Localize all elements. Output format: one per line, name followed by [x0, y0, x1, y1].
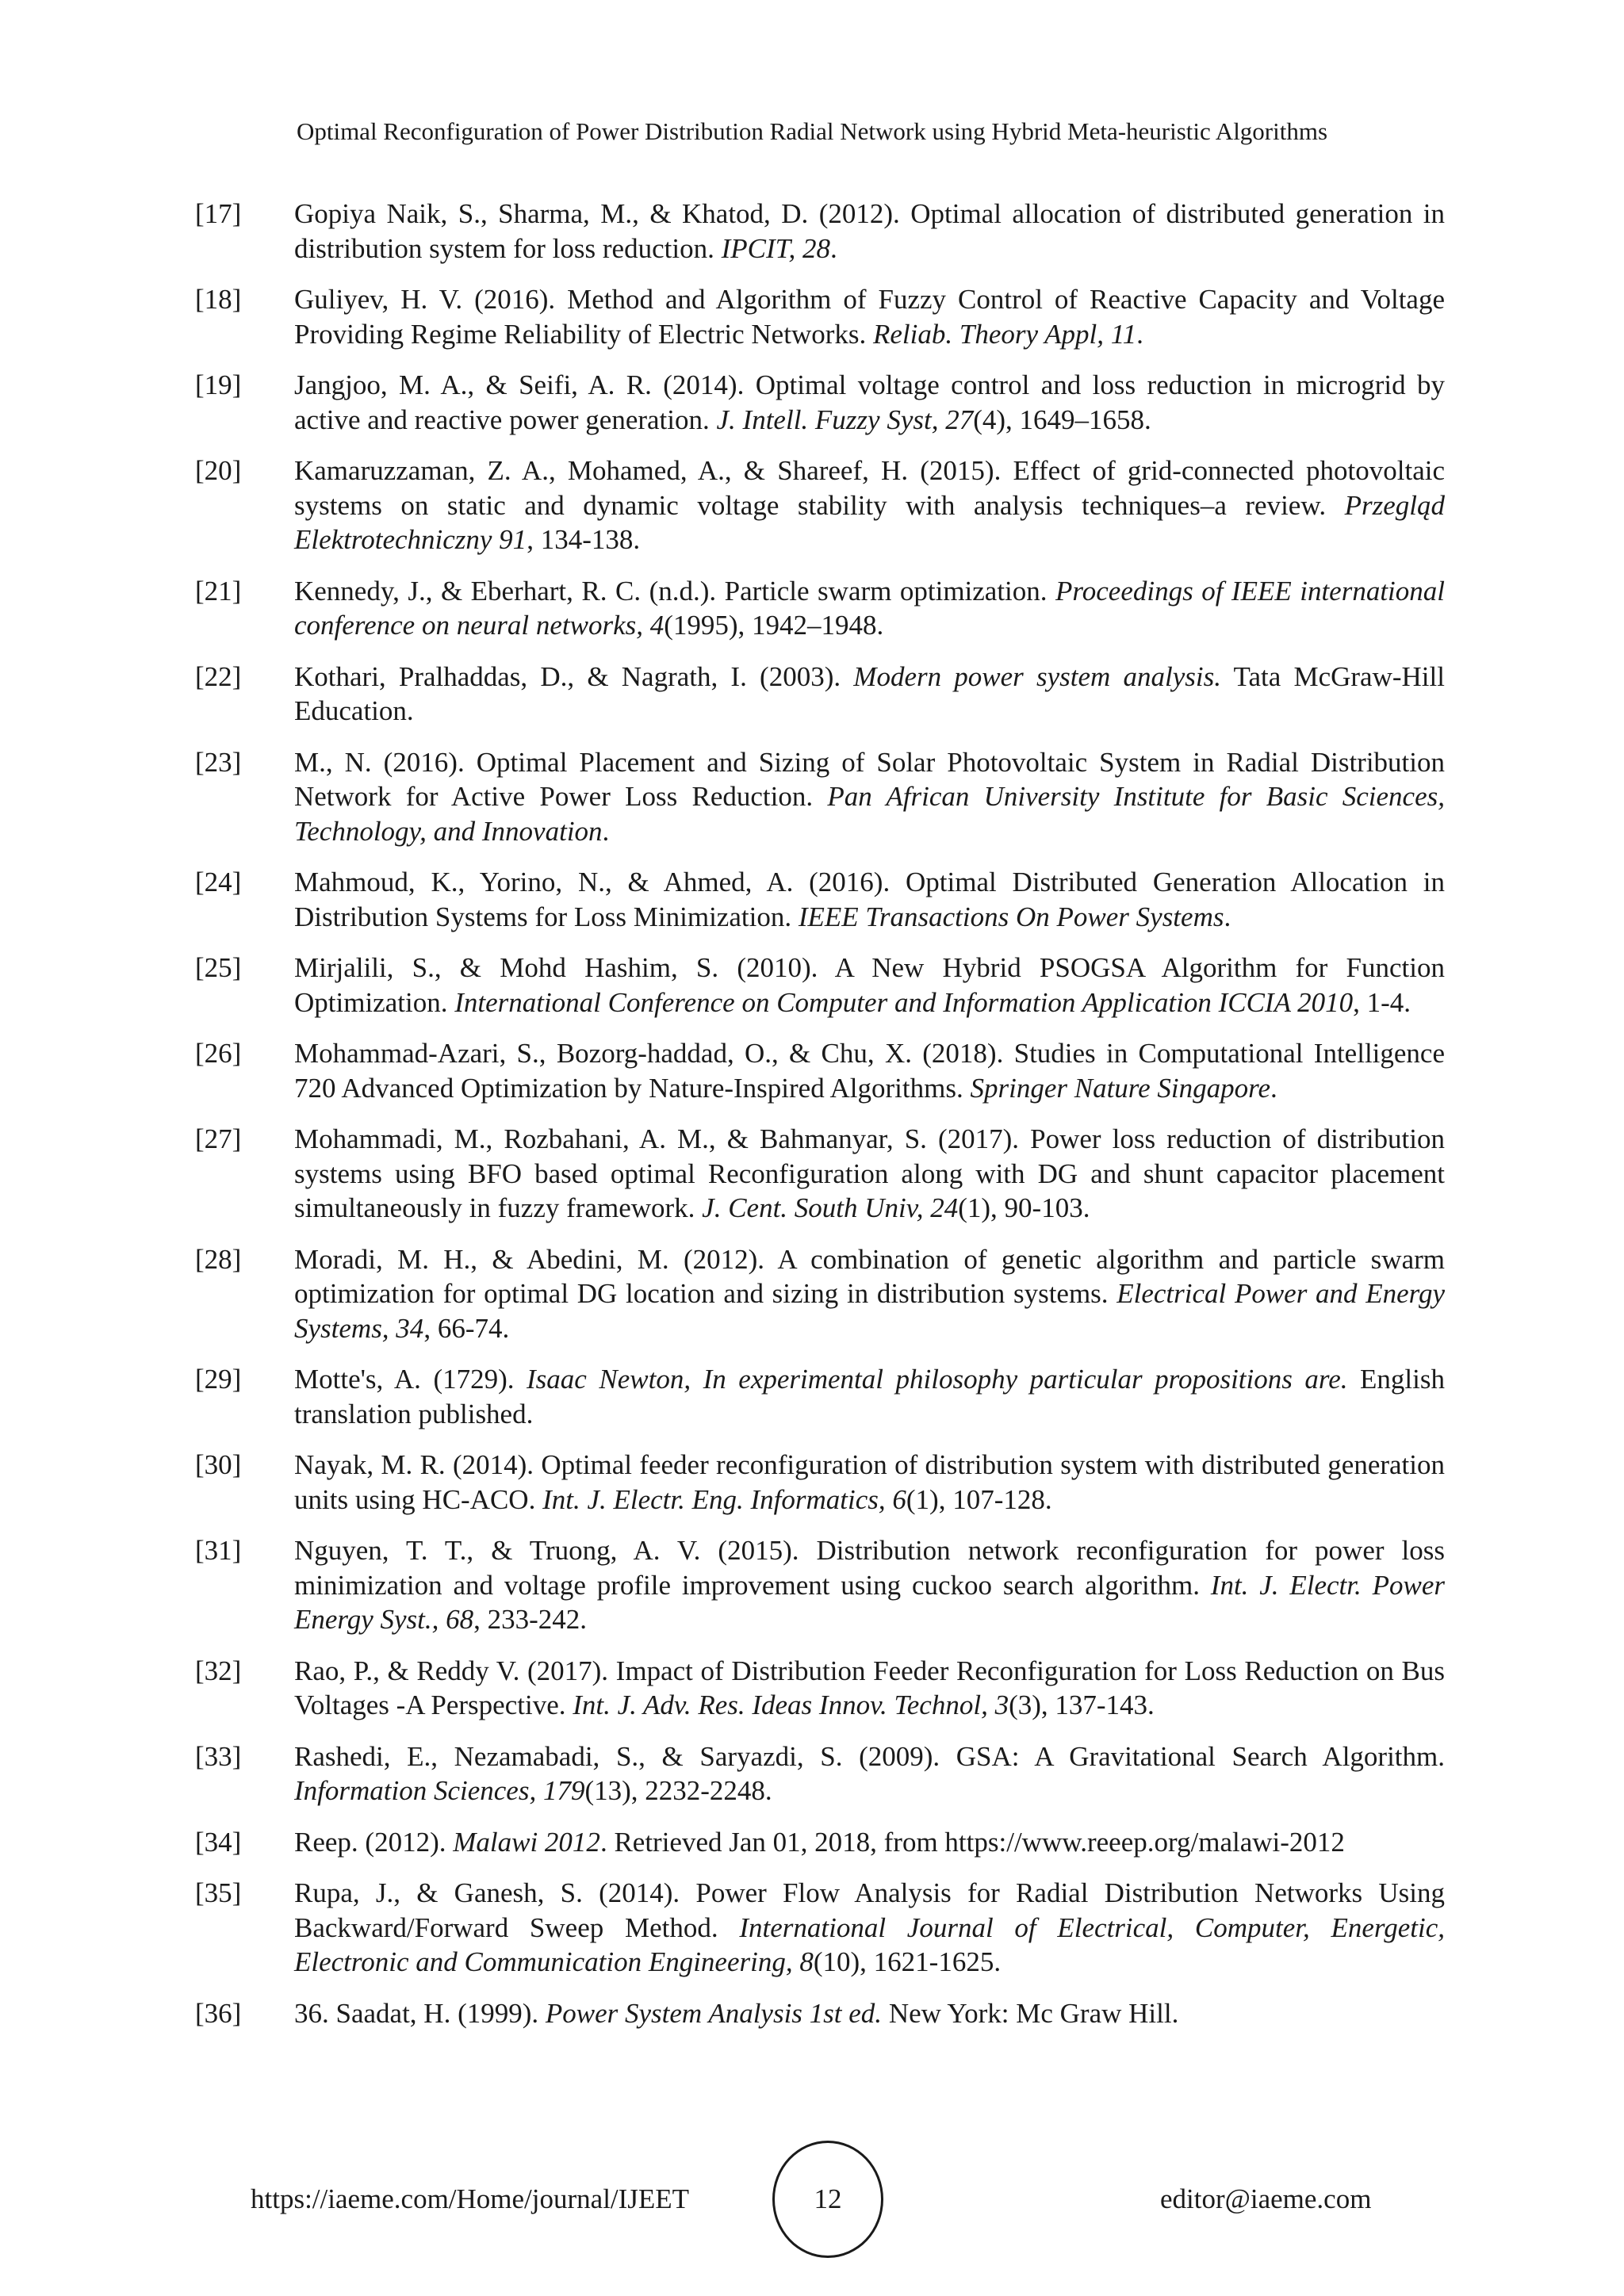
reference-text-segment: Nayak, M. R. (2014). Optimal feeder reconfiguration of distribution system with distributed generation units using HC-ACO. [294, 1449, 1445, 1515]
reference-number: [27] [195, 1123, 242, 1154]
reference-text-segment: Rashedi, E., Nezamabadi, S., & Saryazdi, S. (2009). GSA: A Gravitational Search Algorithm. [294, 1740, 1445, 1772]
reference-text-segment: . Retrieved Jan 01, 2018, from https://www.reeep.org/malawi-2012 [599, 1826, 1345, 1858]
reference-number: [20] [195, 455, 242, 486]
reference-text-segment: Mahmoud, K., Yorino, N., & Ahmed, A. (2016). Optimal Distributed Generation Allocation in Distribution Systems for Loss Minimization. [294, 867, 1445, 932]
reference-text-segment: , 1-4. [1353, 986, 1411, 1018]
reference-text-segment: , 134-138. [527, 524, 641, 555]
reference-number: [32] [195, 1655, 242, 1686]
reference-text [294, 1739, 1445, 1808]
reference-text [294, 745, 1445, 849]
reference-source-italic: Int. J. Adv. Res. Ideas Innov. Technol, 3 [573, 1689, 1009, 1720]
reference-source-italic: Malawi 2012 [453, 1826, 600, 1858]
reference-source-italic: Springer Nature Singapore [970, 1072, 1270, 1104]
reference-text [294, 1122, 1445, 1226]
reference-item [195, 1122, 1445, 1226]
reference-source-italic: J. Cent. South Univ, 24 [702, 1192, 959, 1223]
reference-item [195, 282, 1445, 351]
reference-text-segment: Kennedy, J., & Eberhart, R. C. (n.d.). Particle swarm optimization. [294, 575, 1056, 607]
reference-number: [17] [195, 198, 242, 229]
reference-text [294, 865, 1445, 934]
reference-item [195, 951, 1445, 1020]
reference-number: [25] [195, 952, 242, 983]
reference-item [195, 453, 1445, 557]
reference-source-italic: Int. J. Electr. Eng. Informatics, 6 [542, 1483, 906, 1515]
reference-text-segment: New York: Mc Graw Hill. [882, 1997, 1179, 2029]
reference-list [195, 197, 1445, 2047]
reference-text [294, 1362, 1445, 1431]
reference-source-italic: Information Sciences, 179 [294, 1775, 585, 1806]
reference-text-segment: 36. Saadat, H. (1999). [294, 1997, 546, 2029]
reference-item [195, 1654, 1445, 1723]
reference-text [294, 282, 1445, 351]
reference-text [294, 1036, 1445, 1105]
reference-number: [30] [195, 1449, 242, 1480]
reference-source-italic: Electrical Power and Energy Systems, 34 [294, 1278, 1445, 1344]
reference-text-segment: Moradi, M. H., & Abedini, M. (2012). A combination of genetic algorithm and particle swarm optimization for optimal DG location and sizing in distribution systems. [294, 1243, 1445, 1309]
reference-number: [26] [195, 1038, 242, 1069]
reference-item [195, 745, 1445, 849]
reference-text [294, 1448, 1445, 1517]
reference-text [294, 1533, 1445, 1637]
reference-text-segment: Guliyev, H. V. (2016). Method and Algorithm of Fuzzy Control of Reactive Capacity and Voltage Providing Regime Reliability of Electric Networks. [294, 284, 1445, 350]
reference-text-segment: Kamaruzzaman, Z. A., Mohamed, A., & Shareef, H. (2015). Effect of grid-connected photovoltaic systems on static and dynamic voltage stability with analysis techniques–a review. [294, 455, 1445, 521]
reference-text-segment: , 233-242. [473, 1604, 588, 1635]
reference-source-italic: Modern power system analysis. [853, 660, 1221, 692]
reference-text-segment: Rao, P., & Reddy V. (2017). Impact of Distribution Feeder Reconfiguration for Loss Reduction on Bus Voltages -A Perspective. [294, 1655, 1445, 1720]
reference-item [195, 865, 1445, 934]
reference-number: [28] [195, 1243, 242, 1275]
reference-source-italic: Pan African University Institute for Basic Sciences, Technology, and Innovation [294, 781, 1445, 847]
reference-source-italic: Proceedings of IEEE international conference on neural networks, 4 [294, 575, 1445, 641]
reference-source-italic: IPCIT, 28 [721, 232, 830, 264]
reference-item [195, 1362, 1445, 1431]
reference-text-segment: English translation published. [294, 1364, 1445, 1429]
reference-source-italic: International Conference on Computer and Information Application ICCIA 2010 [454, 986, 1354, 1018]
reference-text-segment: , 66-74. [423, 1312, 510, 1344]
reference-item [195, 1876, 1445, 1980]
reference-text [294, 453, 1445, 557]
page-footer [0, 2141, 1624, 2260]
reference-item [195, 574, 1445, 643]
reference-text-segment: Mohammadi, M., Rozbahani, A. M., & Bahmanyar, S. (2017). Power loss reduction of distribution systems using BFO based optimal Reconfiguration along with DG and shunt capacitor placement simultaneously in fuzzy framework. [294, 1123, 1445, 1223]
footer-email[interactable]: editor@iaeme.com [1160, 2183, 1372, 2214]
reference-text-segment: (4), 1649–1658. [973, 404, 1151, 435]
reference-source-italic: International Journal of Electrical, Computer, Energetic, Electronic and Communication Engineering, 8 [294, 1911, 1445, 1977]
reference-number: [21] [195, 575, 242, 607]
running-title: Optimal Reconfiguration of Power Distribution Radial Network using Hybrid Meta-heuristic Algorithms [296, 117, 1328, 145]
reference-source-italic: Int. J. Electr. Power Energy Syst., 68 [294, 1569, 1445, 1635]
reference-number: [22] [195, 660, 242, 692]
reference-number: [23] [195, 746, 242, 778]
reference-text-segment: (13), 2232-2248. [584, 1775, 772, 1806]
reference-source-italic: Reliab. Theory Appl, 11 [873, 318, 1137, 350]
reference-source-italic: Przegląd Elektrotechniczny 91 [294, 489, 1445, 555]
reference-text-segment: (3), 137-143. [1009, 1689, 1155, 1720]
reference-text-segment: Nguyen, T. T., & Truong, A. V. (2015). Distribution network reconfiguration for power loss minimization and voltage profile improvement using cuckoo search algorithm. [294, 1535, 1445, 1601]
reference-item [195, 1036, 1445, 1105]
reference-text [294, 1654, 1445, 1723]
reference-text-segment: (1995), 1942–1948. [664, 610, 884, 641]
reference-number: [18] [195, 284, 242, 315]
reference-number: [19] [195, 369, 242, 400]
reference-text-segment: Jangjoo, M. A., & Seifi, A. R. (2014). Optimal voltage control and loss reduction in microgrid by active and reactive power generation. [294, 369, 1445, 435]
reference-item [195, 660, 1445, 729]
reference-item [195, 1739, 1445, 1808]
reference-text [294, 951, 1445, 1020]
reference-number: [29] [195, 1364, 242, 1395]
reference-text [294, 1242, 1445, 1346]
reference-text [294, 368, 1445, 437]
reference-text [294, 1996, 1445, 2031]
reference-source-italic: Isaac Newton, In experimental philosophy particular propositions are. [527, 1364, 1348, 1395]
reference-source-italic: J. Intell. Fuzzy Syst, 27 [716, 404, 974, 435]
reference-item [195, 1533, 1445, 1637]
reference-text-segment: Gopiya Naik, S., Sharma, M., & Khatod, D. (2012). Optimal allocation of distributed generation in distribution system for loss reduction. [294, 198, 1445, 264]
reference-text [294, 197, 1445, 266]
reference-text-segment: (10), 1621-1625. [813, 1946, 1002, 1977]
reference-number: [36] [195, 1997, 242, 2029]
reference-text-segment: (1), 90-103. [958, 1192, 1090, 1223]
reference-item [195, 1448, 1445, 1517]
reference-item [195, 1242, 1445, 1346]
reference-number: [24] [195, 867, 242, 897]
reference-source-italic: Power System Analysis 1st ed. [545, 1997, 883, 2029]
reference-text-segment: Mirjalili, S., & Mohd Hashim, S. (2010). A New Hybrid PSOGSA Algorithm for Function Optimization. [294, 952, 1445, 1018]
reference-number: [35] [195, 1877, 242, 1908]
reference-text [294, 574, 1445, 643]
reference-text [294, 1825, 1445, 1860]
reference-text-segment: M., N. (2016). Optimal Placement and Sizing of Solar Photovoltaic System in Radial Distribution Network for Active Power Loss Reduction. [294, 746, 1445, 812]
reference-text-segment: Reep. (2012). [294, 1826, 454, 1858]
reference-text-segment: Rupa, J., & Ganesh, S. (2014). Power Flow Analysis for Radial Distribution Networks Using Backward/Forward Sweep Method. [294, 1877, 1445, 1943]
reference-text-segment: . [1270, 1072, 1277, 1104]
reference-number: [34] [195, 1826, 242, 1858]
reference-item [195, 1996, 1445, 2031]
reference-text-segment: Motte's, A. (1729). [294, 1364, 527, 1395]
reference-item [195, 1825, 1445, 1860]
reference-text-segment: Mohammad-Azari, S., Bozorg-haddad, O., & Chu, X. (2018). Studies in Computational Intelligence 720 Advanced Optimization by Nature-Inspired Algorithms. [294, 1038, 1445, 1104]
reference-number: [33] [195, 1740, 242, 1772]
reference-text-segment: (1), 107-128. [906, 1483, 1052, 1515]
reference-text [294, 660, 1445, 729]
reference-item [195, 197, 1445, 266]
reference-text-segment: . [602, 815, 610, 847]
reference-text-segment: Tata McGraw-Hill Education. [294, 660, 1445, 726]
reference-item [195, 368, 1445, 437]
reference-source-italic: IEEE Transactions On Power Systems [798, 901, 1224, 932]
reference-text [294, 1876, 1445, 1980]
reference-number: [31] [195, 1535, 242, 1566]
reference-text-segment: Kothari, Pralhaddas, D., & Nagrath, I. (2003). [294, 660, 854, 692]
reference-text-segment: . [1136, 318, 1143, 350]
reference-text-segment: . [1224, 901, 1231, 932]
page-number: 12 [772, 2141, 883, 2258]
footer-journal-url[interactable]: https://iaeme.com/Home/journal/IJEET [251, 2183, 690, 2214]
reference-text-segment: . [829, 232, 837, 264]
